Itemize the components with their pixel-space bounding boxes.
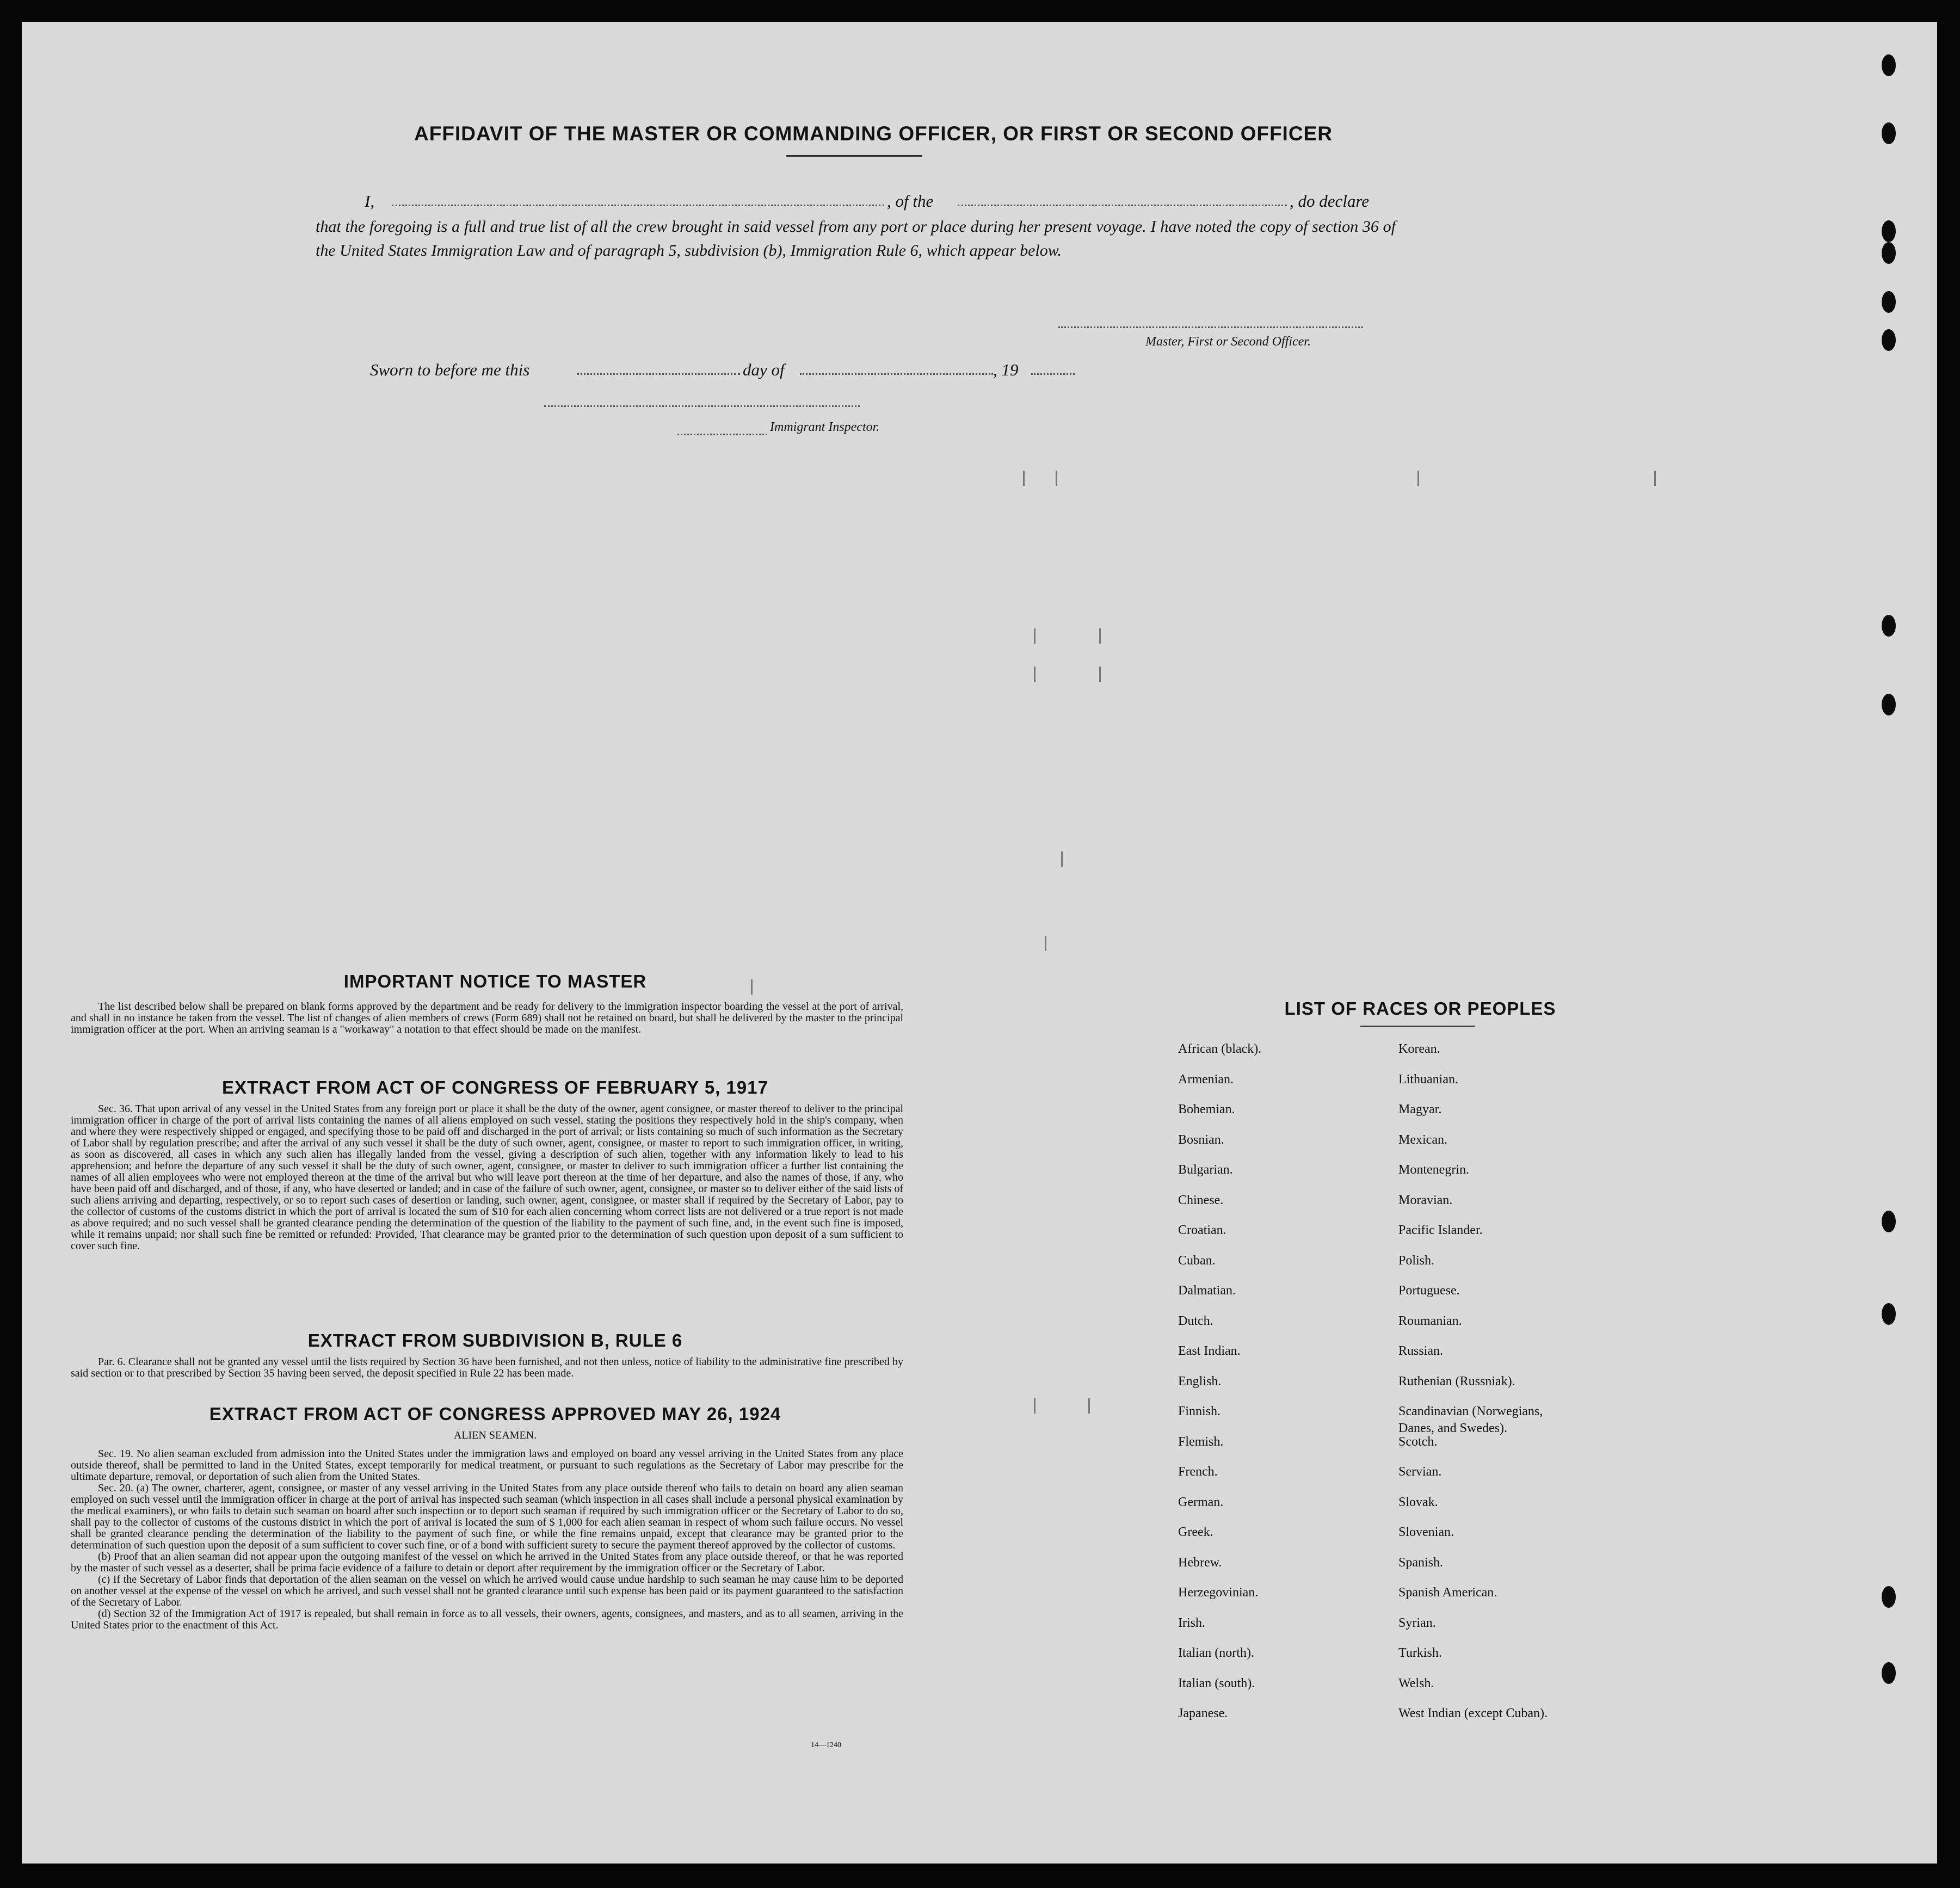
punch-hole xyxy=(1882,122,1896,144)
race-item: Turkish. xyxy=(1398,1646,1442,1660)
inspector-label: Immigrant Inspector. xyxy=(770,420,880,434)
punch-hole xyxy=(1882,329,1896,351)
notice-text xyxy=(71,1001,903,1035)
race-item: Magyar. xyxy=(1398,1102,1442,1116)
extract-rule6-text xyxy=(71,1356,903,1379)
race-item: Russian. xyxy=(1398,1344,1444,1358)
extract-rule6-title: EXTRACT FROM SUBDIVISION B, RULE 6 xyxy=(307,1330,683,1350)
title-underline xyxy=(786,155,922,157)
extract-1917-text xyxy=(71,1103,903,1252)
i-label: I, xyxy=(365,192,375,211)
form-page xyxy=(22,22,1937,1864)
race-item: Welsh. xyxy=(1398,1676,1434,1690)
bleed-mark xyxy=(1034,1398,1036,1414)
punch-hole xyxy=(1882,291,1896,313)
race-item: French. xyxy=(1178,1465,1218,1479)
race-item: Servian. xyxy=(1398,1465,1442,1479)
master-signature-field[interactable] xyxy=(1058,326,1363,328)
bleed-mark xyxy=(1056,471,1057,486)
race-item: Polish. xyxy=(1398,1253,1435,1268)
race-item: Moravian. xyxy=(1398,1193,1453,1207)
punch-hole xyxy=(1882,694,1896,715)
race-item: Slovak. xyxy=(1398,1495,1438,1509)
punch-hole xyxy=(1882,54,1896,76)
bleed-mark xyxy=(1034,667,1036,682)
race-item: Croatian. xyxy=(1178,1223,1226,1237)
master-signature-label: Master, First or Second Officer. xyxy=(1145,335,1311,349)
of-the-label: , of the xyxy=(887,192,934,211)
race-item: Mexican. xyxy=(1398,1132,1447,1147)
punch-hole xyxy=(1882,1586,1896,1608)
alien-seamen-subtitle: ALIEN SEAMEN. xyxy=(453,1429,537,1441)
punch-hole xyxy=(1882,242,1896,264)
sec36-paragraph: Sec. 36. That upon arrival of any vessel in the United States from any foreign port or place it shall be the duty of the owner, agent consignee, or master thereof to deliver to the principal immigration officer in charge of the port of arrival lists containing the names of all aliens employed on such vessel, stating the positions they respectively hold in the ship's company, when and where they were respectively shipped or engaged, and specifying those to be paid off and discharged in the port of arrival; or lists containing so much of such information as the Secretary of Labor shall by regulation prescribe; and after the arrival of any such vessel it shall be the duty of such owner, agent, consignee, or master to report to such immigration officer, in writing, as soon as discovered, all cases in which any such alien has illegally landed from the vessel, giving a description of such alien, together with any information likely to lead to his apprehension; and before the departure of any such vessel it shall be the duty of such owner, agent, consignee, or master to deliver to such immigration officer a further list containing the names of all alien employees who were not employed thereon at the time of the arrival but who will leave port thereon at the time of her departure, and also the names of those, if any, who have been paid off and discharged, and of those, if any, who have deserted or landed; and in case of the failure of such owner, agent, consignee, or master so to deliver either of the said lists of such aliens arriving and departing, respectively, or so to report such cases of desertion or landing, such owner, agent, consignee, or master shall if required by the Secretary of Labor, pay to the collector of customs of the customs district in which the port of arrival is located the sum of $10 for each alien concerning whom correct lists are not delivered or a true report is not made as above required; and no such vessel shall be granted clearance pending the determination of the question of the liability to the payment of such fine, and, in the event such fine is imposed, while it remains unpaid; nor shall such fine be remitted or refunded: Provided, That clearance may be granted prior to the determination of such question upon deposit of a sum sufficient to cover such fine. xyxy=(71,1103,903,1252)
race-item: Chinese. xyxy=(1178,1193,1224,1207)
race-item: Hebrew. xyxy=(1178,1555,1222,1570)
races-title-underline xyxy=(1360,1026,1475,1027)
race-item: Italian (south). xyxy=(1178,1676,1255,1690)
extract-1917-title: EXTRACT FROM ACT OF CONGRESS OF FEBRUARY 5, 1917 xyxy=(222,1077,768,1097)
bleed-mark xyxy=(1023,471,1025,486)
race-item: Flemish. xyxy=(1178,1434,1224,1449)
sworn-month-field[interactable] xyxy=(800,373,993,375)
race-item: Pacific Islander. xyxy=(1398,1223,1483,1237)
race-item: Scandinavian (Norwegians, xyxy=(1398,1404,1543,1418)
race-item-continuation: Danes, and Swedes). xyxy=(1398,1421,1507,1435)
bleed-mark xyxy=(1061,852,1063,867)
race-item: East Indian. xyxy=(1178,1344,1241,1358)
race-item: German. xyxy=(1178,1495,1224,1509)
race-item: Spanish. xyxy=(1398,1555,1444,1570)
race-item: Roumanian. xyxy=(1398,1313,1462,1328)
race-item: Herzegovinian. xyxy=(1178,1585,1259,1600)
year-label: , 19 xyxy=(993,360,1019,379)
sworn-day-field[interactable] xyxy=(577,373,740,375)
punch-hole xyxy=(1882,1662,1896,1684)
race-item: Bosnian. xyxy=(1178,1132,1224,1147)
do-declare-label: , do declare xyxy=(1290,192,1370,211)
sec19-paragraph: Sec. 19. No alien seaman excluded from admission into the United States under the immigration laws and employed on board any vessel arriving in the United States from any place outside thereof, shall be permitted to land in the United States, except temporarily for medical treatment, or pursuant to such regulations as the Secretary of Labor may prescribe for the ultimate departure, removal, or deportation of such alien from the United States. xyxy=(71,1448,903,1483)
par6-paragraph: Par. 6. Clearance shall not be granted any vessel until the lists required by Section 36 have been furnished, and not then unless, notice of liability to the administrative fine prescribed by said section or to that prescribed by Section 35 having been served, the deposit specified in Rule 22 has been made. xyxy=(71,1356,903,1379)
bleed-mark xyxy=(1099,628,1101,644)
race-item: Cuban. xyxy=(1178,1253,1216,1268)
race-item: West Indian (except Cuban). xyxy=(1398,1706,1548,1720)
sec20a-paragraph: Sec. 20. (a) The owner, charterer, agent, consignee, or master of any vessel arriving in the United States from any place outside thereof who fails to detain on board any alien seaman employed on such vessel until the immigration officer in charge at the port of arrival has inspected such seaman (which inspection in all cases shall include a personal physical examination by the medical examiners), or who fails to detain such seaman on board after such inspection or to deport such seaman if required by such immigration officer or the Secretary of Labor to do so, shall pay to the collector of customs of the customs district in which the port of arrival is located the sum of $ 1,000 for each alien seaman in respect of whom such failure occurs. No vessel shall be granted clearance pending the determination of the liability to the payment of such fine, or while the fine remains unpaid, except that clearance may be granted prior to the determination of such question upon the deposit of a sum sufficient to cover such fine, or of a bond with sufficient surety to secure the payment thereof approved by the collector of customs. xyxy=(71,1482,903,1551)
race-item: Scotch. xyxy=(1398,1434,1438,1449)
race-item: Montenegrin. xyxy=(1398,1163,1469,1177)
race-item: Irish. xyxy=(1178,1615,1205,1630)
name-field[interactable] xyxy=(392,205,884,206)
race-item: Spanish American. xyxy=(1398,1585,1497,1600)
sworn-label: Sworn to before me this xyxy=(370,360,530,379)
race-item: Slovenian. xyxy=(1398,1525,1454,1539)
race-item: English. xyxy=(1178,1374,1222,1389)
race-item: Japanese. xyxy=(1178,1706,1228,1720)
race-item: Italian (north). xyxy=(1178,1646,1254,1660)
race-item: Korean. xyxy=(1398,1042,1440,1056)
bleed-mark xyxy=(1417,471,1419,486)
bleed-mark xyxy=(751,979,753,995)
extract-1924-title: EXTRACT FROM ACT OF CONGRESS APPROVED MAY 26, 1924 xyxy=(209,1404,781,1424)
form-number: 14—1240 xyxy=(811,1741,841,1749)
extract-1924-text xyxy=(71,1448,903,1631)
bleed-mark xyxy=(1034,628,1036,644)
race-item: Lithuanian. xyxy=(1398,1072,1458,1087)
race-item: Bohemian. xyxy=(1178,1102,1235,1116)
race-item: Bulgarian. xyxy=(1178,1163,1233,1177)
affidavit-body: that the foregoing is a full and true list of all the crew brought in said vessel from any port or place during her present voyage. I have noted the copy of section 36 of the United States Immigration Law and of paragraph 5, subdivision (b), Immigration Rule 6, which appear below. xyxy=(316,218,1396,260)
bleed-mark xyxy=(1045,936,1046,951)
punch-hole xyxy=(1882,1211,1896,1232)
sec20c-paragraph: (c) If the Secretary of Labor finds that deportation of the alien seaman on the vessel on which he arrived would cause undue hardship to such seaman he may cause him to be deported on another vessel at the expense of the vessel on which he arrived, and such vessel shall not be granted clearance until such expense has been paid or its payment guaranteed to the satisfaction of the Secretary of Labor. xyxy=(71,1574,903,1608)
affidavit-title: AFFIDAVIT OF THE MASTER OR COMMANDING OFFICER, OR FIRST OR SECOND OFFICER xyxy=(414,122,1333,145)
race-item: African (black). xyxy=(1178,1042,1262,1056)
bleed-mark xyxy=(1654,471,1656,486)
races-title: LIST OF RACES OR PEOPLES xyxy=(1284,998,1556,1019)
race-item: Greek. xyxy=(1178,1525,1213,1539)
race-item: Dalmatian. xyxy=(1178,1284,1236,1298)
race-item: Portuguese. xyxy=(1398,1284,1460,1298)
sec20b-paragraph: (b) Proof that an alien seaman did not appear upon the outgoing manifest of the vessel on which he arrived in the United States from any place outside thereof, or that he was reported by the master of such vessel as a deserter, shall be prima facie evidence of a failure to detain or deport after requirement by the immigration officer or the Secretary of Labor. xyxy=(71,1551,903,1574)
sec20d-paragraph: (d) Section 32 of the Immigration Act of 1917 is repealed, but shall remain in force as to all vessels, their owners, agents, consignees, and masters, and as to all seamen, arriving in the United States prior to the enactment of this Act. xyxy=(71,1608,903,1631)
punch-hole xyxy=(1882,220,1896,242)
punch-hole xyxy=(1882,615,1896,637)
notice-title: IMPORTANT NOTICE TO MASTER xyxy=(343,971,647,991)
race-item: Syrian. xyxy=(1398,1615,1436,1630)
punch-hole xyxy=(1882,1303,1896,1325)
race-item: Dutch. xyxy=(1178,1313,1213,1328)
race-item: Ruthenian (Russniak). xyxy=(1398,1374,1515,1389)
notice-paragraph: The list described below shall be prepared on blank forms approved by the department and be ready for delivery to the immigration inspector boarding the vessel at the port of arrival, and shall in no instance be taken from the vessel. The list of changes of alien members of crews (Form 689) shall not be retained on board, but shall be delivered by the master to the principal immigration officer at the port. When an arriving seaman is a "workaway" a notation to that effect should be made on the manifest. xyxy=(71,1001,903,1035)
vessel-field[interactable] xyxy=(958,205,1287,206)
sworn-year-field[interactable] xyxy=(1031,373,1075,375)
bleed-mark xyxy=(1088,1398,1090,1414)
bleed-mark xyxy=(1099,667,1101,682)
race-item: Armenian. xyxy=(1178,1072,1234,1087)
inspector-short-field xyxy=(677,434,767,435)
race-item: Finnish. xyxy=(1178,1404,1221,1418)
inspector-signature-field[interactable] xyxy=(544,405,860,407)
day-of-label: day of xyxy=(743,360,785,379)
